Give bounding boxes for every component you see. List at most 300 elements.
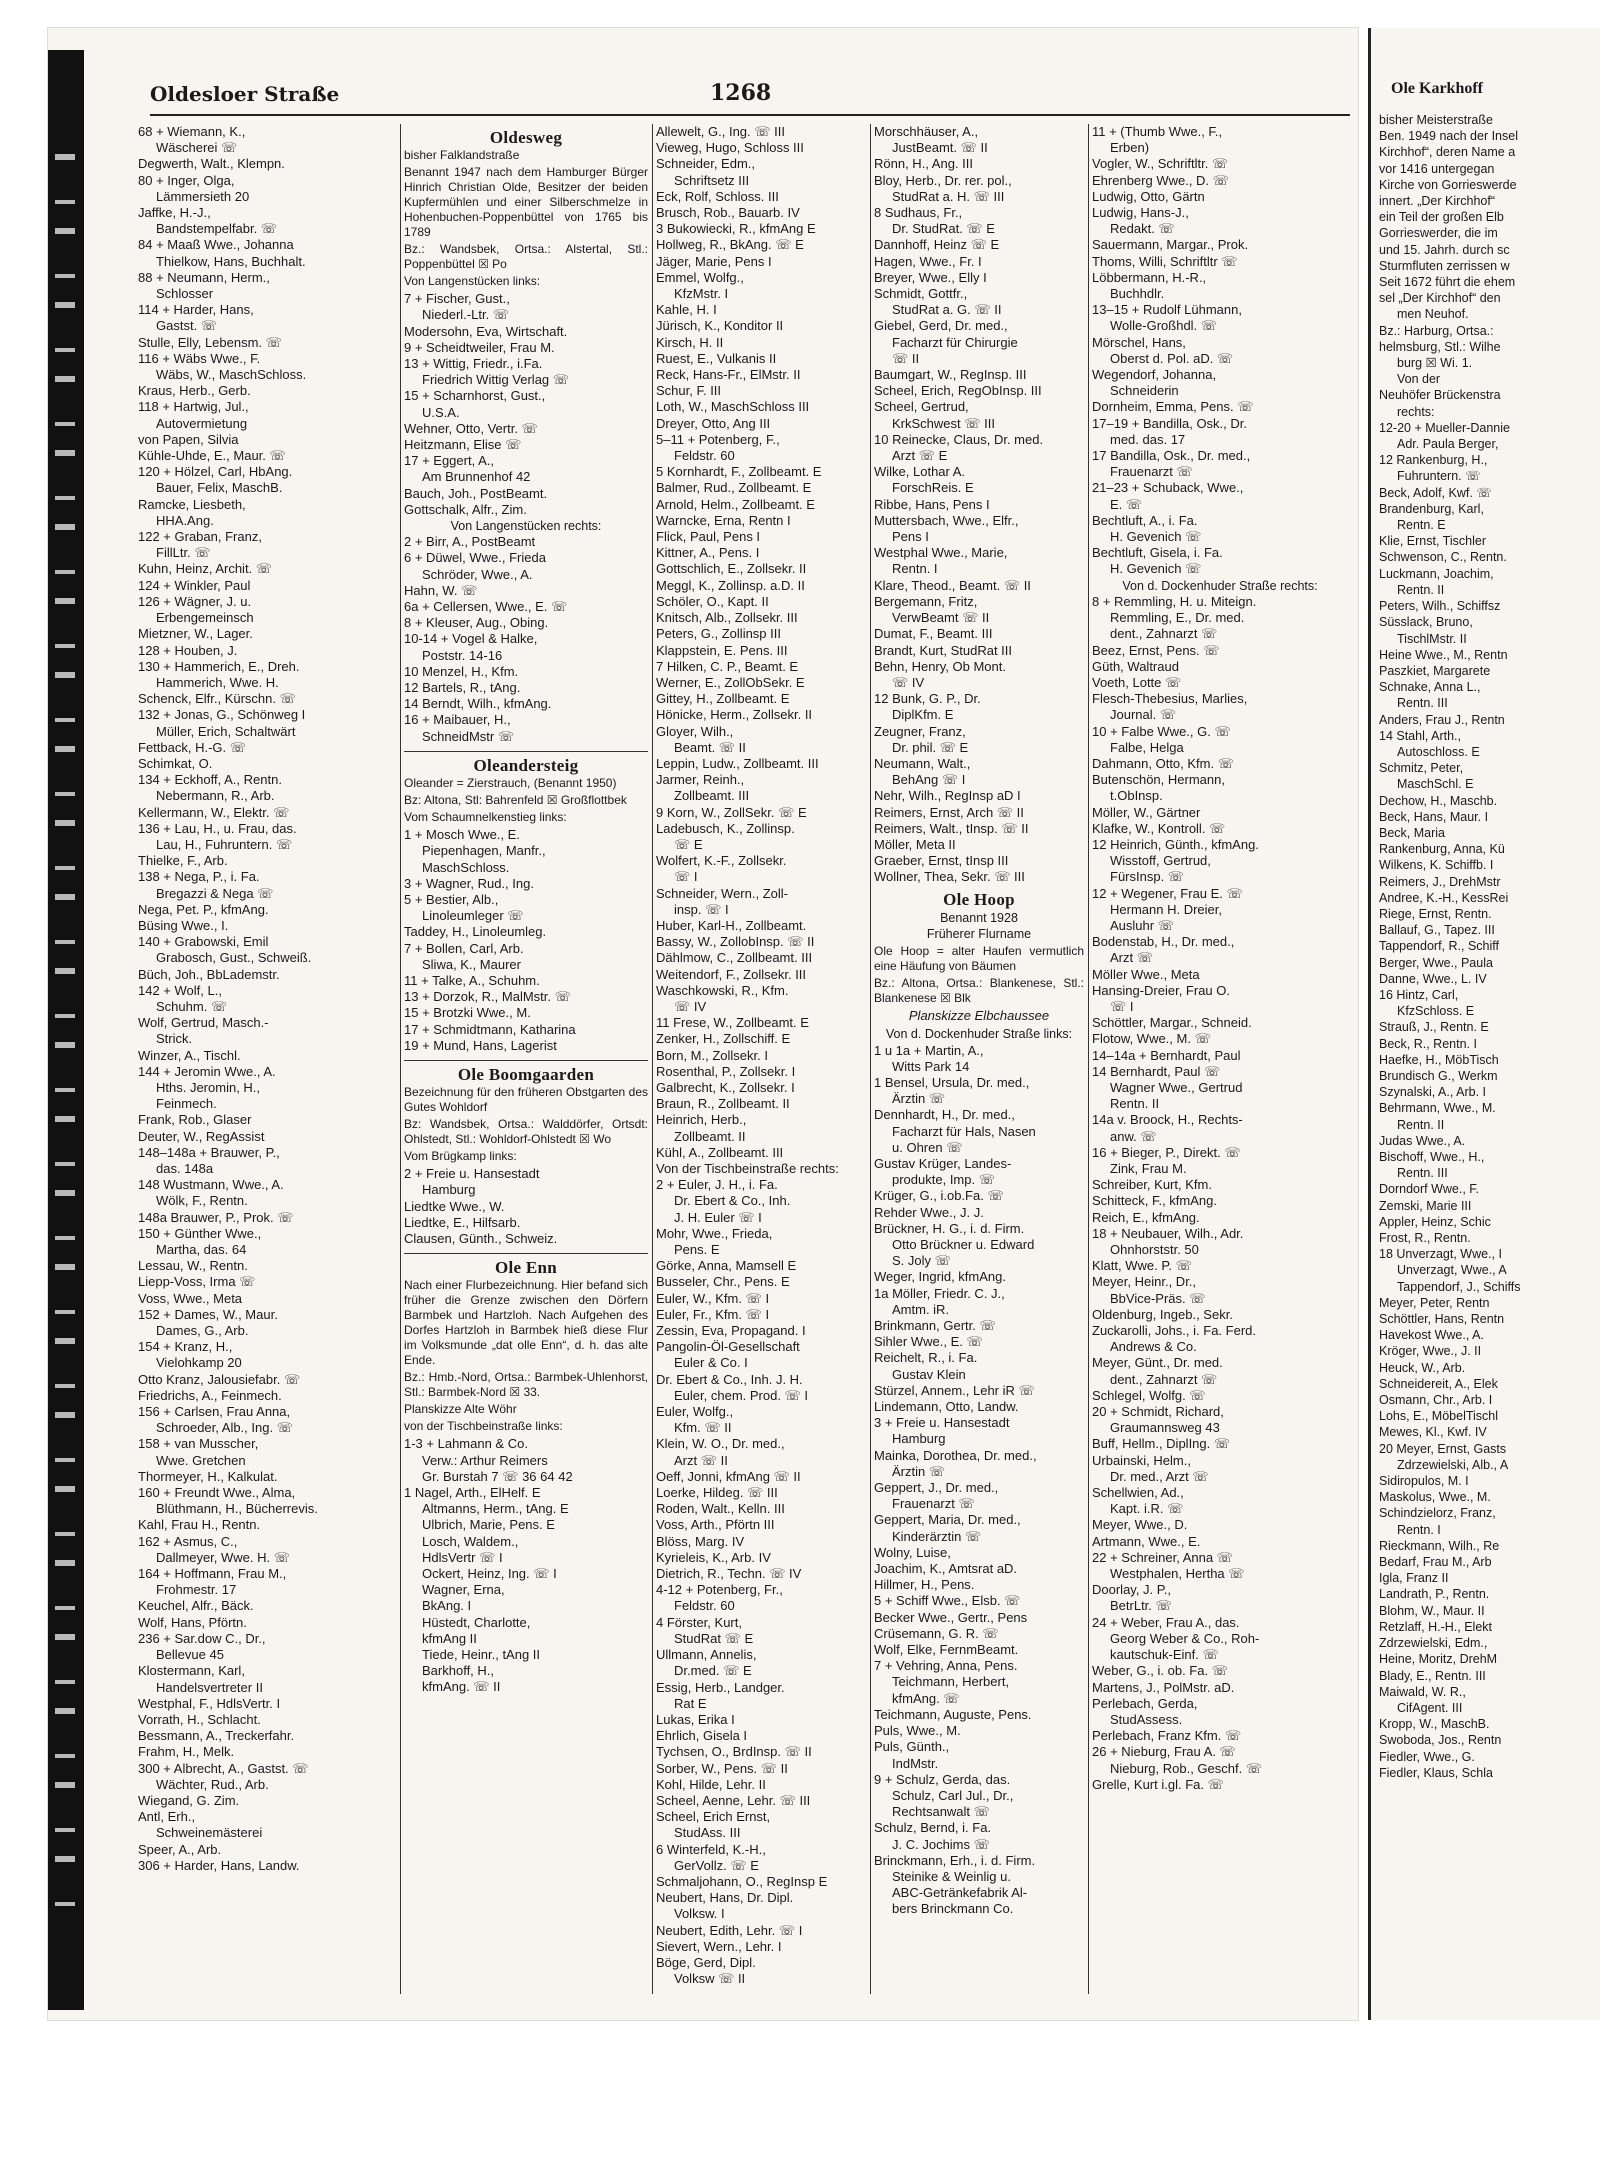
directory-entry: 18 Unverzagt, Wwe., I [1379, 1247, 1502, 1262]
directory-entry: Westphal, F., HdlsVertr. I [138, 1695, 281, 1711]
directory-entry: 2 + Birr, A., PostBeamt [404, 534, 536, 550]
directory-entry-continuation: Rentn. III [1397, 696, 1448, 711]
directory-entry: 1 u 1a + Martin, A., [874, 1042, 984, 1058]
directory-entry-continuation: Arzt ☏ [1110, 950, 1153, 966]
directory-entry: 12 Rankenburg, H., [1379, 453, 1488, 468]
directory-entry: Osmann, Chr., Arb. I [1379, 1393, 1493, 1408]
directory-entry: Hagen, Wwe., Fr. I [874, 253, 982, 269]
directory-entry: Schimkat, O. [138, 755, 213, 771]
directory-entry: 158 + van Musscher, [138, 1436, 259, 1452]
column-1 [138, 124, 396, 1874]
street-description: Planskizze Alte Wöhr [404, 1402, 517, 1417]
directory-entry: 10 Reinecke, Claus, Dr. med. [874, 431, 1044, 447]
directory-entry-continuation: Poststr. 14-16 [422, 647, 503, 663]
directory-entry-continuation: BehAng ☏ I [892, 772, 966, 788]
directory-entry-continuation: Gastst. ☏ [156, 318, 218, 334]
directory-entry: Liedtke Wwe., W. [404, 1198, 505, 1214]
directory-entry: 14 Berndt, Wilh., kfmAng. [404, 696, 552, 712]
directory-entry-continuation: Buchhdlr. [1110, 286, 1165, 302]
directory-entry: Kraus, Herb., Gerb. [138, 383, 251, 399]
directory-entry: Liepp-Voss, Irma ☏ [138, 1274, 256, 1290]
directory-entry: 138 + Nega, P., i. Fa. [138, 869, 260, 885]
directory-entry: 120 + Hölzel, Carl, HbAng. [138, 464, 293, 480]
running-head-street: Oldesloer Straße [150, 82, 340, 106]
directory-entry: Schöttler, Margar., Schneid. [1092, 1015, 1252, 1031]
directory-entry: Zemski, Marie III [1379, 1198, 1472, 1213]
directory-entry-continuation: Pens. E [674, 1242, 720, 1258]
directory-entry: 6 + Düwel, Wwe., Frieda [404, 550, 546, 566]
directory-entry: Schmaljohann, O., RegInsp E [656, 1873, 828, 1889]
directory-entry: Clausen, Günth., Schweiz. [404, 1230, 558, 1246]
directory-entry: Huber, Karl-H., Zollbeamt. [656, 917, 807, 933]
directory-entry-continuation: Schuhm. ☏ [156, 998, 228, 1014]
directory-entry: 148a Brauwer, P., Prok. ☏ [138, 1209, 294, 1225]
directory-entry: 4 Förster, Kurt, [656, 1614, 742, 1630]
directory-entry: 3 + Wagner, Rud., Ing. [404, 875, 534, 891]
directory-entry-continuation: Wagner, Erna, [422, 1582, 505, 1598]
directory-entry: Keuchel, Alfr., Bäck. [138, 1598, 254, 1614]
directory-entry: Maiwald, W. R., [1379, 1684, 1466, 1699]
directory-entry: 150 + Günther Wwe., [138, 1225, 262, 1241]
directory-entry: Leppin, Ludw., Zollbeamt. III [656, 755, 819, 771]
directory-entry-continuation: ABC-Getränkefabrik Al- [892, 1885, 1028, 1901]
directory-entry: 13 + Dorzok, R., MalMstr. ☏ [404, 989, 571, 1005]
directory-entry-continuation: Piepenhagen, Manfr., [422, 843, 546, 859]
directory-entry: Frank, Rob., Glaser [138, 1112, 252, 1128]
directory-entry-continuation: bers Brinckmann Co. [892, 1901, 1014, 1917]
directory-entry: Thielke, F., Arb. [138, 853, 228, 869]
directory-entry: Dreyer, Otto, Ang III [656, 415, 771, 431]
directory-entry: 14 Stahl, Arth., [1379, 728, 1461, 743]
directory-entry: Euler, W., Kfm. ☏ I [656, 1290, 770, 1306]
directory-entry: Schwenson, C., Rentn. [1379, 550, 1507, 565]
directory-entry-continuation: Graumannsweg 43 [1110, 1420, 1220, 1436]
directory-entry: Schulz, Bernd, i. Fa. [874, 1820, 992, 1836]
directory-entry: Reichelt, R., i. Fa. [874, 1350, 978, 1366]
directory-entry-continuation: Autovermietung [156, 415, 248, 431]
directory-entry: Busseler, Chr., Pens. E [656, 1274, 790, 1290]
directory-entry: Bischoff, Wwe., H., [1379, 1150, 1485, 1164]
directory-entry: Hönicke, Herm., Zollsekr. II [656, 707, 813, 723]
directory-entry: Neubert, Hans, Dr. Dipl. [656, 1890, 794, 1906]
directory-entry: Dannhoff, Heinz ☏ E [874, 237, 1000, 253]
directory-entry: Klappstein, E. Pens. III [656, 642, 788, 658]
directory-entry-continuation: Strick. [156, 1031, 193, 1047]
directory-entry: 14–14a + Bernhardt, Paul [1092, 1047, 1241, 1063]
directory-entry-continuation: Wwe. Gretchen [156, 1452, 246, 1468]
directory-entry: Wehner, Otto, Vertr. ☏ [404, 420, 538, 436]
directory-entry: Schmitz, Peter, [1379, 761, 1464, 776]
directory-entry: Strauß, J., Rentn. E [1379, 1020, 1489, 1035]
directory-entry: Schöttler, Hans, Rentn [1379, 1312, 1505, 1327]
directory-entry-continuation: Am Brunnenhof 42 [422, 469, 531, 485]
column-divider [870, 124, 871, 1994]
directory-entry: Mewes, Kl., Kwf. IV [1379, 1425, 1487, 1440]
directory-entry: 11 + (Thumb Wwe., F., [1092, 124, 1223, 139]
directory-entry-continuation: Wagner Wwe., Gertrud [1110, 1079, 1243, 1095]
street-description: von der Tischbeinstraße links: [404, 1419, 563, 1434]
directory-entry: Ballauf, G., Tapez. III [1379, 923, 1495, 938]
directory-entry: Heine, Moritz, DrehM [1379, 1652, 1498, 1667]
directory-entry: Morschhäuser, A., [874, 124, 979, 139]
street-description: Benannt 1947 nach dem Hamburger Bürger Hinrich Christian Olde, Besitzer der beiden Kupfermühlen und einer Silberschmelze in Hohenbuchen-Poppenbüttel von 1765 bis 1789 [404, 165, 648, 240]
directory-entry: Von der Tischbeinstraße rechts: [656, 1161, 839, 1176]
directory-entry-continuation: Autoschloss. E [1397, 744, 1480, 759]
directory-entry: Heitzmann, Elise ☏ [404, 437, 522, 453]
directory-entry: Friedrichs, A., Feinmech. [138, 1387, 282, 1403]
directory-entry: Schellwien, Ad., [1092, 1485, 1184, 1501]
directory-entry: Jäger, Marie, Pens I [656, 253, 772, 269]
directory-entry-continuation: Kinderärztin ☏ [892, 1528, 982, 1544]
directory-entry: Wilke, Lothar A. [874, 464, 966, 480]
directory-entry: Balmer, Rud., Zollbeamt. E [656, 480, 812, 496]
directory-entry: Jarmer, Reinh., [656, 772, 745, 788]
directory-entry: 5 + Bestier, Alb., [404, 891, 499, 907]
directory-entry: Schnake, Anna L., [1379, 680, 1481, 695]
directory-entry: Schmidt, Gottfr., [874, 286, 968, 302]
directory-entry: Schlegel, Wolfg. ☏ [1092, 1387, 1206, 1403]
directory-entry-continuation: IndMstr. [892, 1755, 939, 1771]
directory-entry: Brückner, H. G., i. d. Firm. [874, 1220, 1025, 1236]
street-description: Oleander = Zierstrauch, (Benannt 1950) [404, 776, 617, 791]
directory-entry: Zessin, Eva, Propagand. I [656, 1323, 806, 1339]
directory-entry-continuation: Wolle-Großhdl. ☏ [1110, 318, 1218, 334]
directory-entry: Bergemann, Fritz, [874, 593, 978, 609]
directory-entry-continuation: Georg Weber & Co., Roh- [1110, 1630, 1260, 1646]
directory-entry: Möller Wwe., Meta [1092, 966, 1200, 982]
directory-entry-continuation: Dr. StudRat. ☏ E [892, 221, 995, 237]
directory-entry: Lohs, E., MöbelTischl [1379, 1409, 1499, 1424]
directory-entry-continuation: JustBeamt. ☏ II [892, 140, 988, 156]
directory-entry-continuation: Altmanns, Herm., tAng. E [422, 1501, 569, 1517]
directory-entry: Kohl, Hilde, Lehr. II [656, 1776, 766, 1792]
directory-entry: Ben. 1949 nach der Insel [1379, 129, 1518, 144]
directory-entry: Joachim, K., Amtsrat aD. [874, 1561, 1018, 1577]
directory-entry: 20 + Schmidt, Richard, [1092, 1404, 1224, 1420]
directory-entry: Beck, Hans, Maur. I [1379, 809, 1489, 824]
directory-entry: 114 + Harder, Hans, [138, 302, 254, 318]
directory-entry-continuation: Verw.: Arthur Reimers [422, 1452, 548, 1468]
directory-entry: 8 + Remmling, H. u. Miteign. [1092, 593, 1257, 609]
directory-entry-continuation: rechts: [1397, 404, 1435, 419]
directory-entry: Winzer, A., Tischl. [138, 1047, 241, 1063]
directory-entry: Euler, Wolfg., [656, 1404, 734, 1420]
directory-entry: Fettback, H.-G. ☏ [138, 739, 246, 755]
directory-entry-continuation: ☏ IV [674, 998, 707, 1014]
section-rule [404, 1060, 648, 1061]
directory-entry-continuation: Feldstr. 60 [674, 448, 735, 464]
directory-entry-continuation: Dr. Ebert & Co., Inh. [674, 1193, 791, 1209]
directory-entry-continuation: Niederl.-Ltr. ☏ [422, 307, 510, 323]
directory-entry-continuation: FillLtr. ☏ [156, 545, 211, 561]
directory-entry: Berger, Wwe., Paula [1379, 955, 1493, 970]
directory-entry: Thoms, Willi, Schriftltr ☏ [1092, 253, 1238, 269]
directory-entry-continuation: Rat E [674, 1695, 707, 1711]
directory-entry: Baumgart, W., RegInsp. III [874, 367, 1027, 383]
directory-entry: Nehr, Wilh., RegInsp aD I [874, 788, 1021, 804]
directory-entry-continuation: Friedrich Wittig Verlag ☏ [422, 372, 570, 388]
street-description: Vom Brügkamp links: [404, 1149, 517, 1164]
directory-entry: Klostermann, Karl, [138, 1663, 245, 1679]
directory-entry: Teichmann, Auguste, Pens. [874, 1706, 1032, 1722]
directory-entry: Jürisch, K., Konditor II [656, 318, 784, 334]
directory-entry: 1-3 + Lahmann & Co. [404, 1436, 528, 1452]
directory-entry: Schitteck, F., kfmAng. [1092, 1193, 1217, 1209]
directory-entry: Sidiropulos, M. I [1379, 1474, 1469, 1489]
directory-entry: 22 + Schreiner, Anna ☏ [1092, 1549, 1233, 1565]
directory-entry: Heuck, W., Arb. [1379, 1360, 1466, 1375]
directory-entry-continuation: Lau, H., Fuhruntern. ☏ [156, 836, 293, 852]
directory-entry: Voss, Arth., Pförtn III [656, 1517, 775, 1533]
directory-entry-continuation: Sliwa, K., Maurer [422, 956, 521, 972]
directory-entry: 5 Kornhardt, F., Zollbeamt. E [656, 464, 822, 480]
directory-entry-continuation: Losch, Waldem., [422, 1533, 519, 1549]
directory-entry: Zeugner, Franz, [874, 723, 966, 739]
directory-entry: Buff, Hellm., DiplIng. ☏ [1092, 1436, 1231, 1452]
directory-entry-continuation: Schroeder, Alb., Ing. ☏ [156, 1420, 293, 1436]
directory-entry: Grelle, Kurt i.gl. Fa. ☏ [1092, 1776, 1224, 1792]
directory-entry-continuation: Rentn. II [1397, 1117, 1445, 1132]
directory-entry-continuation: StudRat a. G. ☏ II [892, 302, 1002, 318]
directory-entry: Bechtluft, A., i. Fa. [1092, 512, 1198, 528]
directory-entry: Danne, Wwe., L. IV [1379, 971, 1487, 986]
directory-entry: Antl, Erh., [138, 1809, 196, 1825]
directory-entry-continuation: Schriftsetz III [674, 172, 750, 188]
directory-entry: Graeber, Ernst, tInsp III [874, 853, 1009, 869]
directory-entry: Tychsen, O., BrdInsp. ☏ II [656, 1744, 812, 1760]
directory-entry: innert. „Der Kirchhof“ [1379, 194, 1496, 209]
directory-entry-continuation: Schlosser [156, 286, 214, 302]
directory-entry-continuation: Facharzt für Chirurgie [892, 334, 1018, 350]
directory-entry: Modersohn, Eva, Wirtschaft. [404, 323, 568, 339]
directory-entry: Speer, A., Arb. [138, 1841, 222, 1857]
directory-entry: Thormeyer, H., Kalkulat. [138, 1468, 278, 1484]
directory-entry: 9 Korn, W., ZollSekr. ☏ E [656, 804, 807, 820]
directory-entry-continuation: KfzSchloss. E [1397, 1004, 1475, 1019]
street-description: Bz: Altona, Stl: Bahrenfeld ☒ Großflottbek [404, 793, 627, 808]
directory-entry: Pangolin-Öl-Gesellschaft [656, 1339, 800, 1355]
directory-entry: 68 + Wiemann, K., [138, 124, 246, 139]
directory-entry-continuation: Witts Park 14 [892, 1058, 970, 1074]
directory-entry: 12 Heinrich, Günth., kfmAng. [1092, 836, 1259, 852]
directory-entry-continuation: FürsInsp. ☏ [1110, 869, 1185, 885]
directory-entry: 80 + Inger, Olga, [138, 172, 235, 188]
directory-entry-continuation: BetrLtr. ☏ [1110, 1598, 1172, 1614]
section-rule [404, 1253, 648, 1254]
directory-entry: 4-12 + Potenberg, Fr., [656, 1582, 783, 1598]
directory-entry: Eck, Rolf, Schloss. III [656, 188, 779, 204]
directory-entry: Brinckmann, Erh., i. d. Firm. [874, 1852, 1036, 1868]
directory-entry-continuation: U.S.A. [422, 404, 460, 420]
directory-entry-continuation: Dr. phil. ☏ E [892, 739, 969, 755]
directory-entry: 18 + Neubauer, Wilh., Adr. [1092, 1225, 1244, 1241]
directory-entry-continuation: dent., Zahnarzt ☏ [1110, 626, 1218, 642]
directory-entry: 164 + Hoffmann, Frau M., [138, 1566, 287, 1582]
directory-entry: Bz.: Harburg, Ortsa.: [1379, 323, 1494, 338]
directory-entry-continuation: insp. ☏ I [674, 901, 729, 917]
directory-entry-continuation: StudAss. III [674, 1825, 741, 1841]
directory-entry-continuation: Fuhruntern. ☏ [1397, 469, 1481, 484]
directory-entry-continuation: Hamburg [422, 1182, 476, 1198]
directory-entry-continuation: Westphalen, Hertha ☏ [1110, 1566, 1245, 1582]
directory-entry-continuation: Ulbrich, Marie, Pens. E [422, 1517, 555, 1533]
directory-entry: Wolfert, K.-F., Zollsekr. [656, 853, 787, 869]
directory-entry: Urbainski, Helm., [1092, 1452, 1191, 1468]
directory-entry-continuation: Lämmersieth 20 [156, 188, 250, 204]
directory-entry: Lindemann, Otto, Landw. [874, 1399, 1019, 1415]
column-2 [404, 124, 648, 1696]
directory-entry: Oldenburg, Ingeb., Sekr. [1092, 1306, 1233, 1322]
directory-entry: Gottschalk, Alfr., Zim. [404, 501, 527, 517]
directory-entry-continuation: Redakt. ☏ [1110, 221, 1175, 237]
directory-entry: Knitsch, Alb., Zollsekr. III [656, 610, 798, 626]
directory-entry: Görke, Anna, Mamsell E [656, 1258, 797, 1274]
directory-entry: Brusch, Rob., Bauarb. IV [656, 205, 800, 221]
directory-entry: Vogler, W., Schriftltr. ☏ [1092, 156, 1229, 172]
directory-entry: Böge, Gerd, Dipl. [656, 1954, 756, 1970]
directory-entry: Bauch, Joh., PostBeamt. [404, 485, 548, 501]
directory-entry-continuation: Schneiderin [1110, 383, 1179, 399]
directory-entry-continuation: Beamt. ☏ II [674, 739, 746, 755]
directory-entry: 24 + Weber, Frau A., das. [1092, 1614, 1240, 1630]
directory-entry: Süsslack, Bruno, [1379, 615, 1473, 630]
directory-entry: Kirsch, H. II [656, 334, 724, 350]
directory-entry: 148 Wustmann, Wwe., A. [138, 1177, 284, 1193]
directory-entry-continuation: Nieburg, Rob., Geschf. ☏ [1110, 1760, 1263, 1776]
directory-entry-continuation: Erbengemeinsch [156, 610, 254, 626]
directory-entry-continuation: Müller, Erich, Schaltwärt [156, 723, 296, 739]
directory-entry: Ehrlich, Gisela I [656, 1728, 748, 1744]
section-note: Von d. Dockenhuder Straße rechts: [1122, 578, 1318, 593]
directory-entry: Weger, Ingrid, kfmAng. [874, 1269, 1006, 1285]
directory-entry: 19 + Mund, Hans, Lagerist [404, 1037, 557, 1053]
directory-entry-continuation: ForschReis. E [892, 480, 974, 496]
directory-entry-continuation: Zink, Frau M. [1110, 1161, 1187, 1176]
directory-entry: 16 + Bieger, P., Direkt. ☏ [1092, 1144, 1241, 1160]
directory-entry: Stürzel, Annem., Lehr iR ☏ [874, 1382, 1035, 1398]
directory-entry-continuation: Wächter, Rud., Arb. [156, 1776, 269, 1792]
directory-entry-continuation: das. 148a [156, 1161, 214, 1176]
directory-entry-continuation: Rechtsanwalt ☏ [892, 1804, 990, 1820]
directory-entry: Paszkiet, Margarete [1379, 663, 1491, 678]
directory-entry: 26 + Nieburg, Frau A. ☏ [1092, 1744, 1236, 1760]
street-description: bisher Falklandstraße [404, 148, 520, 163]
directory-entry: Bloy, Herb., Dr. rer. pol., [874, 172, 1012, 188]
directory-entry-continuation: Hamburg [892, 1431, 946, 1447]
directory-entry: 132 + Jonas, G., Schönweg I [138, 707, 306, 723]
directory-entry: 116 + Wäbs Wwe., F. [138, 350, 261, 366]
directory-entry: Sihler Wwe., E. ☏ [874, 1334, 983, 1350]
directory-entry-continuation: Amtm. iR. [892, 1301, 950, 1317]
street-description: Vom Schaumnelkenstieg links: [404, 810, 567, 825]
directory-entry: 14 Bernhardt, Paul ☏ [1092, 1063, 1221, 1079]
directory-entry: Mietzner, W., Lager. [138, 626, 253, 642]
directory-entry-continuation: Unverzagt, Wwe., A [1397, 1263, 1507, 1278]
directory-entry: Appler, Heinz, Schic [1379, 1214, 1491, 1229]
directory-entry: Dornheim, Emma, Pens. ☏ [1092, 399, 1254, 415]
directory-entry-continuation: Frauenarzt ☏ [1110, 464, 1193, 480]
directory-entry-continuation: Tiede, Heinr., tAng II [422, 1647, 541, 1662]
directory-entry: Kirche von Gorrieswerde [1379, 177, 1517, 192]
directory-entry: Meyer, Wwe., D. [1092, 1517, 1188, 1533]
directory-entry-continuation: Feldstr. 60 [674, 1598, 735, 1614]
directory-entry-continuation: Volksw ☏ II [674, 1971, 746, 1987]
directory-entry: Krüger, G., i.ob.Fa. ☏ [874, 1188, 1004, 1204]
directory-entry: Gorrieswerder, die im [1379, 226, 1498, 241]
directory-entry: Heinrich, Herb., [656, 1112, 747, 1128]
directory-entry: Oeff, Jonni, kfmAng ☏ II [656, 1468, 801, 1484]
directory-entry-continuation: Ausluhr ☏ [1110, 917, 1174, 933]
directory-entry: Vorrath, H., Schlacht. [138, 1711, 261, 1727]
directory-entry-continuation: Ärztin ☏ [892, 1463, 946, 1479]
directory-entry: 2 + Freie u. Hansestadt [404, 1166, 540, 1182]
directory-entry: Ullmann, Annelis, [656, 1647, 757, 1663]
directory-entry-continuation: kfmAng. ☏ II [422, 1679, 501, 1695]
directory-entry-continuation: Hammerich, Wwe. H. [156, 674, 279, 690]
directory-entry: helmsburg, Stl.: Wilhe [1379, 339, 1501, 354]
directory-entry: Neubert, Edith, Lehr. ☏ I [656, 1922, 803, 1938]
directory-entry: Schneider, Wern., Zoll- [656, 885, 788, 901]
directory-entry: Zenker, H., Zollschiff. E [656, 1031, 791, 1047]
directory-entry: Behn, Henry, Ob Mont. [874, 658, 1006, 674]
directory-entry-continuation: Gustav Klein [892, 1366, 966, 1382]
directory-entry: Dahmann, Otto, Kfm. ☏ [1092, 755, 1234, 771]
directory-entry-continuation: Rentn. E [1397, 518, 1446, 533]
directory-entry-continuation: Wäbs, W., MaschSchloss. [156, 367, 307, 383]
directory-entry-continuation: Ärztin ☏ [892, 1091, 946, 1107]
facing-page-column [1379, 112, 1600, 1781]
directory-entry-continuation: CifAgent. III [1397, 1700, 1463, 1715]
directory-entry: Frahm, H., Melk. [138, 1744, 235, 1760]
directory-entry-continuation: Gr. Burstah 7 ☏ 36 64 42 [422, 1468, 573, 1484]
directory-entry: Riege, Ernst, Rentn. [1379, 906, 1492, 921]
directory-entry: Gottschlich, E., Zollsekr. II [656, 561, 807, 577]
directory-entry-continuation: t.ObInsp. [1110, 788, 1163, 804]
street-description: Von Langenstücken links: [404, 274, 541, 289]
directory-entry-continuation: Dr. med., Arzt ☏ [1110, 1468, 1209, 1484]
directory-entry: Vieweg, Hugo, Schloss III [656, 140, 804, 156]
directory-entry: Lessau, W., Rentn. [138, 1258, 248, 1274]
directory-entry: Gloyer, Wilh., [656, 723, 734, 739]
directory-entry: 130 + Hammerich, E., Dreh. [138, 658, 300, 674]
directory-entry: Roden, Walt., Kelln. III [656, 1501, 785, 1517]
directory-entry: Ribbe, Hans, Pens I [874, 496, 990, 512]
directory-entry: Wiegand, G. Zim. [138, 1792, 240, 1808]
directory-entry-continuation: KfzMstr. I [674, 286, 729, 302]
directory-entry: Scheel, Erich, RegObInsp. III [874, 383, 1042, 399]
directory-entry: Dorndorf Wwe., F. [1379, 1182, 1480, 1197]
directory-entry: Deuter, W., RegAssist [138, 1128, 265, 1144]
directory-entry: Warncke, Erna, Rentn I [656, 512, 791, 528]
street-description: Bz: Wandsbek, Ortsa.: Walddörfer, Ortsdt: Ohlstedt, Stl.: Wohldorf-Ohlstedt ☒ Wo [404, 1117, 648, 1147]
directory-entry: Szynalski, A., Arb. I [1379, 1085, 1486, 1100]
directory-entry: Rieckmann, Wilh., Re [1379, 1538, 1500, 1553]
directory-entry: Stulle, Elly, Lebensm. ☏ [138, 334, 282, 350]
directory-entry: Klafke, W., Kontroll. ☏ [1092, 820, 1226, 836]
directory-entry: Weitendorf, F., Zollsekr. III [656, 966, 807, 982]
directory-entry: Arnold, Helm., Zollbeamt. E [656, 496, 815, 512]
street-heading-oleandersteig: Oleandersteig [473, 755, 579, 775]
section-note: Von Langenstücken rechts: [450, 519, 602, 534]
directory-entry: Perlebach, Gerda, [1092, 1695, 1198, 1711]
directory-entry-continuation: Dr.med. ☏ E [674, 1663, 752, 1679]
directory-entry-continuation: SchneidMstr ☏ [422, 728, 515, 744]
section-note: Früherer Flurname [926, 926, 1032, 941]
directory-entry: Bedarf, Frau M., Arb [1379, 1555, 1492, 1570]
directory-entry: Wolf, Gertrud, Masch.- [138, 1015, 269, 1031]
directory-entry-continuation: Ockert, Heinz, Ing. ☏ I [422, 1565, 557, 1581]
directory-entry: Hollweg, R., BkAng. ☏ E [656, 237, 804, 253]
